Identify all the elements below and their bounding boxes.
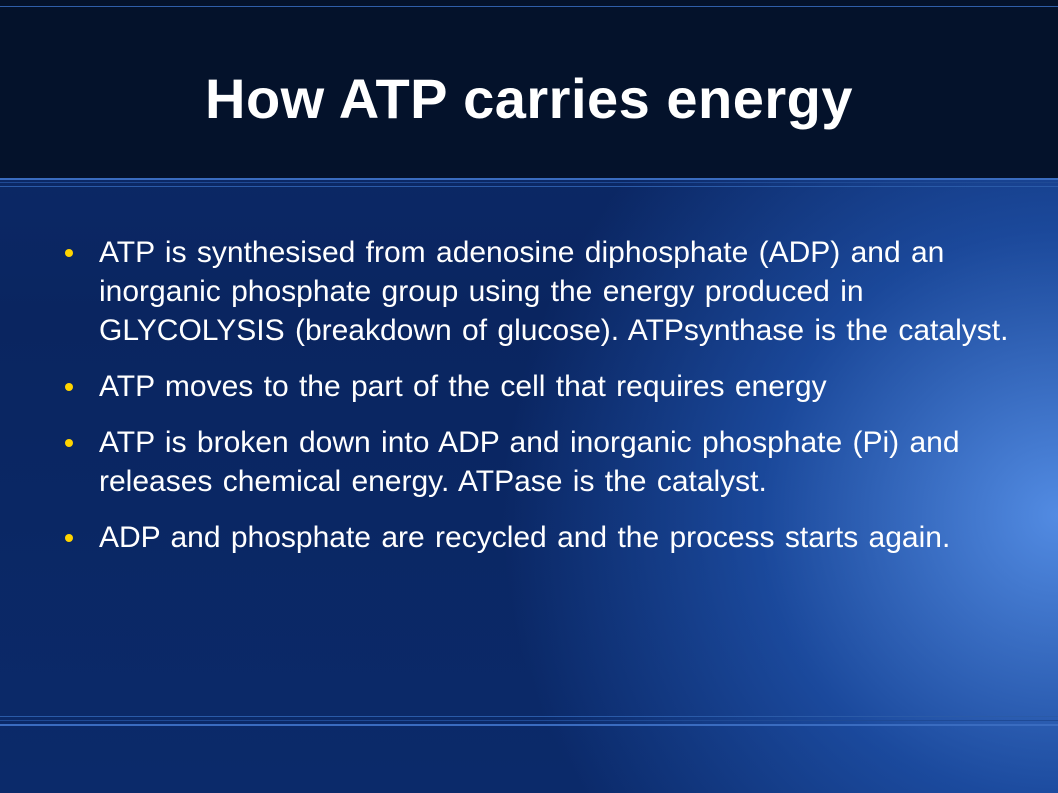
bullet-text: ADP and phosphate are recycled and the process starts again. (99, 521, 951, 554)
bullet-dot-icon (65, 383, 73, 391)
bullet-item (62, 423, 1012, 501)
bullet-text: ATP is broken down into ADP and inorganic phosphate (Pi) and releases chemical energy. ATPase is the catalyst. (99, 426, 960, 498)
bullet-dot-icon (65, 249, 73, 257)
slide-title: How ATP carries energy (205, 67, 853, 130)
footer-rule-3 (0, 724, 1058, 726)
header-divider-thin-2 (0, 186, 1058, 187)
bullet-item (62, 518, 1012, 557)
bullet-item (62, 367, 1012, 406)
footer-rule-2 (0, 720, 1058, 721)
header-divider (0, 178, 1058, 180)
bullet-text: ATP moves to the part of the cell that requires energy (99, 370, 827, 403)
footer-rule (0, 716, 1058, 717)
bullet-item (62, 233, 1012, 350)
header-divider-thin (0, 182, 1058, 183)
bullet-text: ATP is synthesised from adenosine diphosphate (ADP) and an inorganic phosphate group using the energy produced in GLYCOLYSIS (breakdown of glucose). ATPsynthase is the catalyst. (99, 236, 1009, 347)
bullet-dot-icon (65, 439, 73, 447)
top-rule (0, 6, 1058, 7)
bullet-list (62, 233, 1012, 574)
bullet-dot-icon (65, 534, 73, 542)
